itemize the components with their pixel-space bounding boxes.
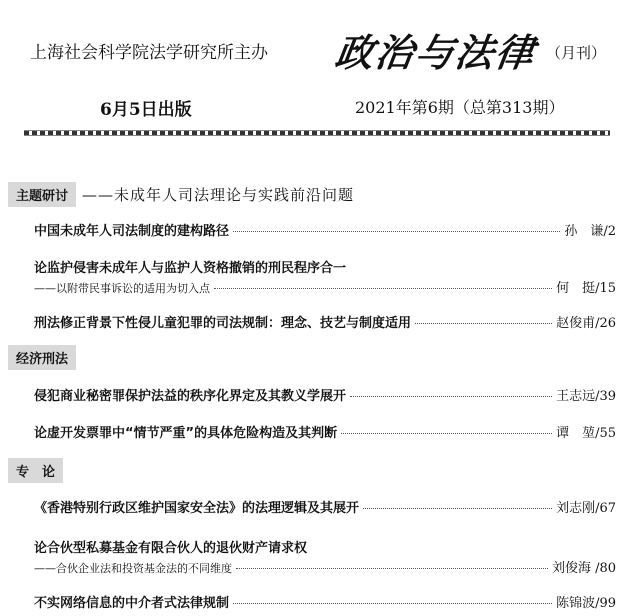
header-divider <box>24 130 610 136</box>
section-header <box>8 346 76 368</box>
leader-dots <box>350 396 552 397</box>
section-header <box>8 183 354 205</box>
toc-entry[interactable] <box>34 497 616 516</box>
leader-dots <box>363 508 552 509</box>
article-subtitle: ——以附带民事诉讼的适用为切入点 <box>34 282 210 295</box>
article-title: 刑法修正背景下性侵儿童犯罪的司法规制：理念、技艺与制度适用 <box>34 316 412 331</box>
section-header <box>8 459 63 481</box>
author-page: 王志远/39 <box>556 389 616 404</box>
author-page: 刘俊海 /80 <box>551 561 616 576</box>
article-title[interactable]: 论监护侵害未成年人与监护人资格撤销的刑民程序合一 <box>34 261 347 276</box>
section-label: 主题研讨 <box>8 182 76 207</box>
article-title: 侵犯商业秘密罪保护法益的秩序化界定及其教义学展开 <box>34 389 347 404</box>
leader-dots <box>233 603 552 604</box>
author-page: 孙 谦/2 <box>564 224 616 239</box>
toc-entry[interactable] <box>34 385 616 404</box>
toc-entry[interactable] <box>34 557 616 576</box>
journal-title: 政治与法律 <box>332 30 539 75</box>
article-title: 《香港特别行政区维护国家安全法》的法理逻辑及其展开 <box>34 501 360 516</box>
author-page: 谭 堃/55 <box>556 426 616 441</box>
author-page: 陈锦波/99 <box>556 596 616 611</box>
section-label: 专 论 <box>8 458 63 483</box>
publish-date: 6月5日出版 <box>100 100 192 120</box>
toc-entry[interactable] <box>34 312 616 331</box>
author-page: 赵俊甫/26 <box>556 316 616 331</box>
sponsor-line: 上海社会科学院法学研究所主办 <box>30 43 268 63</box>
author-page: 刘志刚/67 <box>556 501 616 516</box>
toc-entry[interactable] <box>34 277 616 296</box>
author-page: 何 挺/15 <box>556 281 616 296</box>
toc-entry[interactable] <box>34 422 616 441</box>
article-title[interactable]: 论合伙型私募基金有限合伙人的退伙财产请求权 <box>34 541 308 556</box>
toc-entry[interactable] <box>34 592 616 611</box>
frequency-label: （月刊） <box>546 44 607 62</box>
article-title: 不实网络信息的中介者式法律规制 <box>34 596 230 611</box>
leader-dots <box>415 323 552 324</box>
leader-dots <box>214 288 552 289</box>
section-label: 经济刑法 <box>8 345 76 370</box>
toc-entry[interactable] <box>34 220 616 239</box>
leader-dots <box>233 231 560 232</box>
issue-number: 2021年第6期（总第313期） <box>355 98 565 117</box>
article-title: 论虚开发票罪中“情节严重”的具体危险构造及其判断 <box>34 426 338 441</box>
leader-dots <box>341 433 552 434</box>
article-subtitle: ——合伙企业法和投资基金法的不同维度 <box>34 562 232 575</box>
leader-dots <box>236 568 548 569</box>
section-subtitle: ——未成年人司法理论与实践前沿问题 <box>82 185 355 204</box>
article-title: 中国未成年人司法制度的建构路径 <box>34 224 230 239</box>
